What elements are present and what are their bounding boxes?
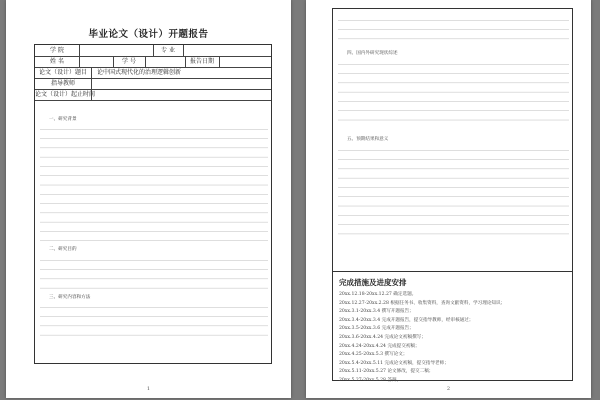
proposal-body: [40, 115, 268, 336]
form-row-period: [35, 89, 271, 101]
name-label: 姓 名: [50, 58, 64, 65]
document-title: 毕业论文（设计）开题报告: [88, 29, 209, 40]
intro-text-block: [338, 15, 569, 43]
background-text-block-2: [40, 189, 268, 245]
schedule-separator: [333, 271, 572, 272]
content-text-block: [40, 302, 268, 336]
page-number: 2: [446, 386, 451, 392]
advisor-label: 指导教师: [50, 80, 75, 87]
schedule-item: 20xx.3.5-20xx.3.6 完成开题报告；: [339, 326, 414, 332]
report-date-label: 报告日期: [189, 58, 214, 65]
background-text-block: [40, 124, 268, 189]
schedule-item: 20xx.5.11-20xx.5.27 论文修改，提交二稿；: [339, 369, 434, 375]
schedule-item: 20xx.12.18-20xx.12.27 确定选题。: [339, 292, 417, 297]
purpose-text-block: [40, 255, 268, 293]
period-label: 论文（设计）起止时间: [35, 91, 96, 98]
student-id-label: 学 号: [122, 58, 136, 65]
proposal-form-continued: [332, 8, 573, 381]
schedule-item: 20xx.12.27-20xx.2.28 根据任务书、收集资料，查询文献资料，学习理论知识；: [339, 300, 506, 306]
schedule-item: 20xx.4.25-20xx.5.3 撰写论文；: [339, 352, 408, 358]
topic-value: 论中国式现代化的治理逻辑创新: [97, 69, 182, 76]
schedule-list: [339, 291, 567, 386]
section-heading-background: 一、研究背景: [49, 117, 77, 122]
school-label: 学 院: [50, 47, 64, 54]
literature-text-block: [338, 59, 569, 125]
section-heading-expected: 五、预期结果和意义: [347, 137, 389, 142]
schedule-item: 20xx.3.1-20xx.3.4 撰写开题报告；: [339, 309, 414, 315]
schedule-item: 20xx.5.4-20xx.5.11 完成论文初稿，提交指导老师；: [339, 360, 449, 366]
document-page-2: [306, 0, 591, 398]
section-heading-purpose: 二、研究目的: [49, 247, 77, 253]
expected-text-block: [338, 145, 569, 239]
page-number: 1: [146, 386, 151, 392]
major-label: 专 业: [161, 47, 175, 54]
proposal-form: [34, 44, 272, 364]
schedule-item: 20xx.4.24-20xx.4.24 完成提交初稿；: [339, 343, 420, 349]
schedule-title: 完成措施及进度安排: [339, 278, 407, 287]
document-page-1: [6, 0, 291, 398]
schedule-item: 20xx.3.4-20xx.3.4 完成开题报告，提交指导教师，经审核通过；: [339, 317, 474, 323]
section-heading-literature: 四、国内外研究现状综述: [347, 51, 398, 56]
schedule-item: 20xx.5.27-20xx.5.28 答辩。: [339, 377, 402, 383]
schedule-item: 20xx.3.6-20xx.4.24 完成论文初稿撰写；: [339, 334, 426, 340]
topic-label: 论文（设计）题目: [38, 69, 87, 76]
section-heading-content: 三、研究内容和方法: [49, 294, 91, 300]
